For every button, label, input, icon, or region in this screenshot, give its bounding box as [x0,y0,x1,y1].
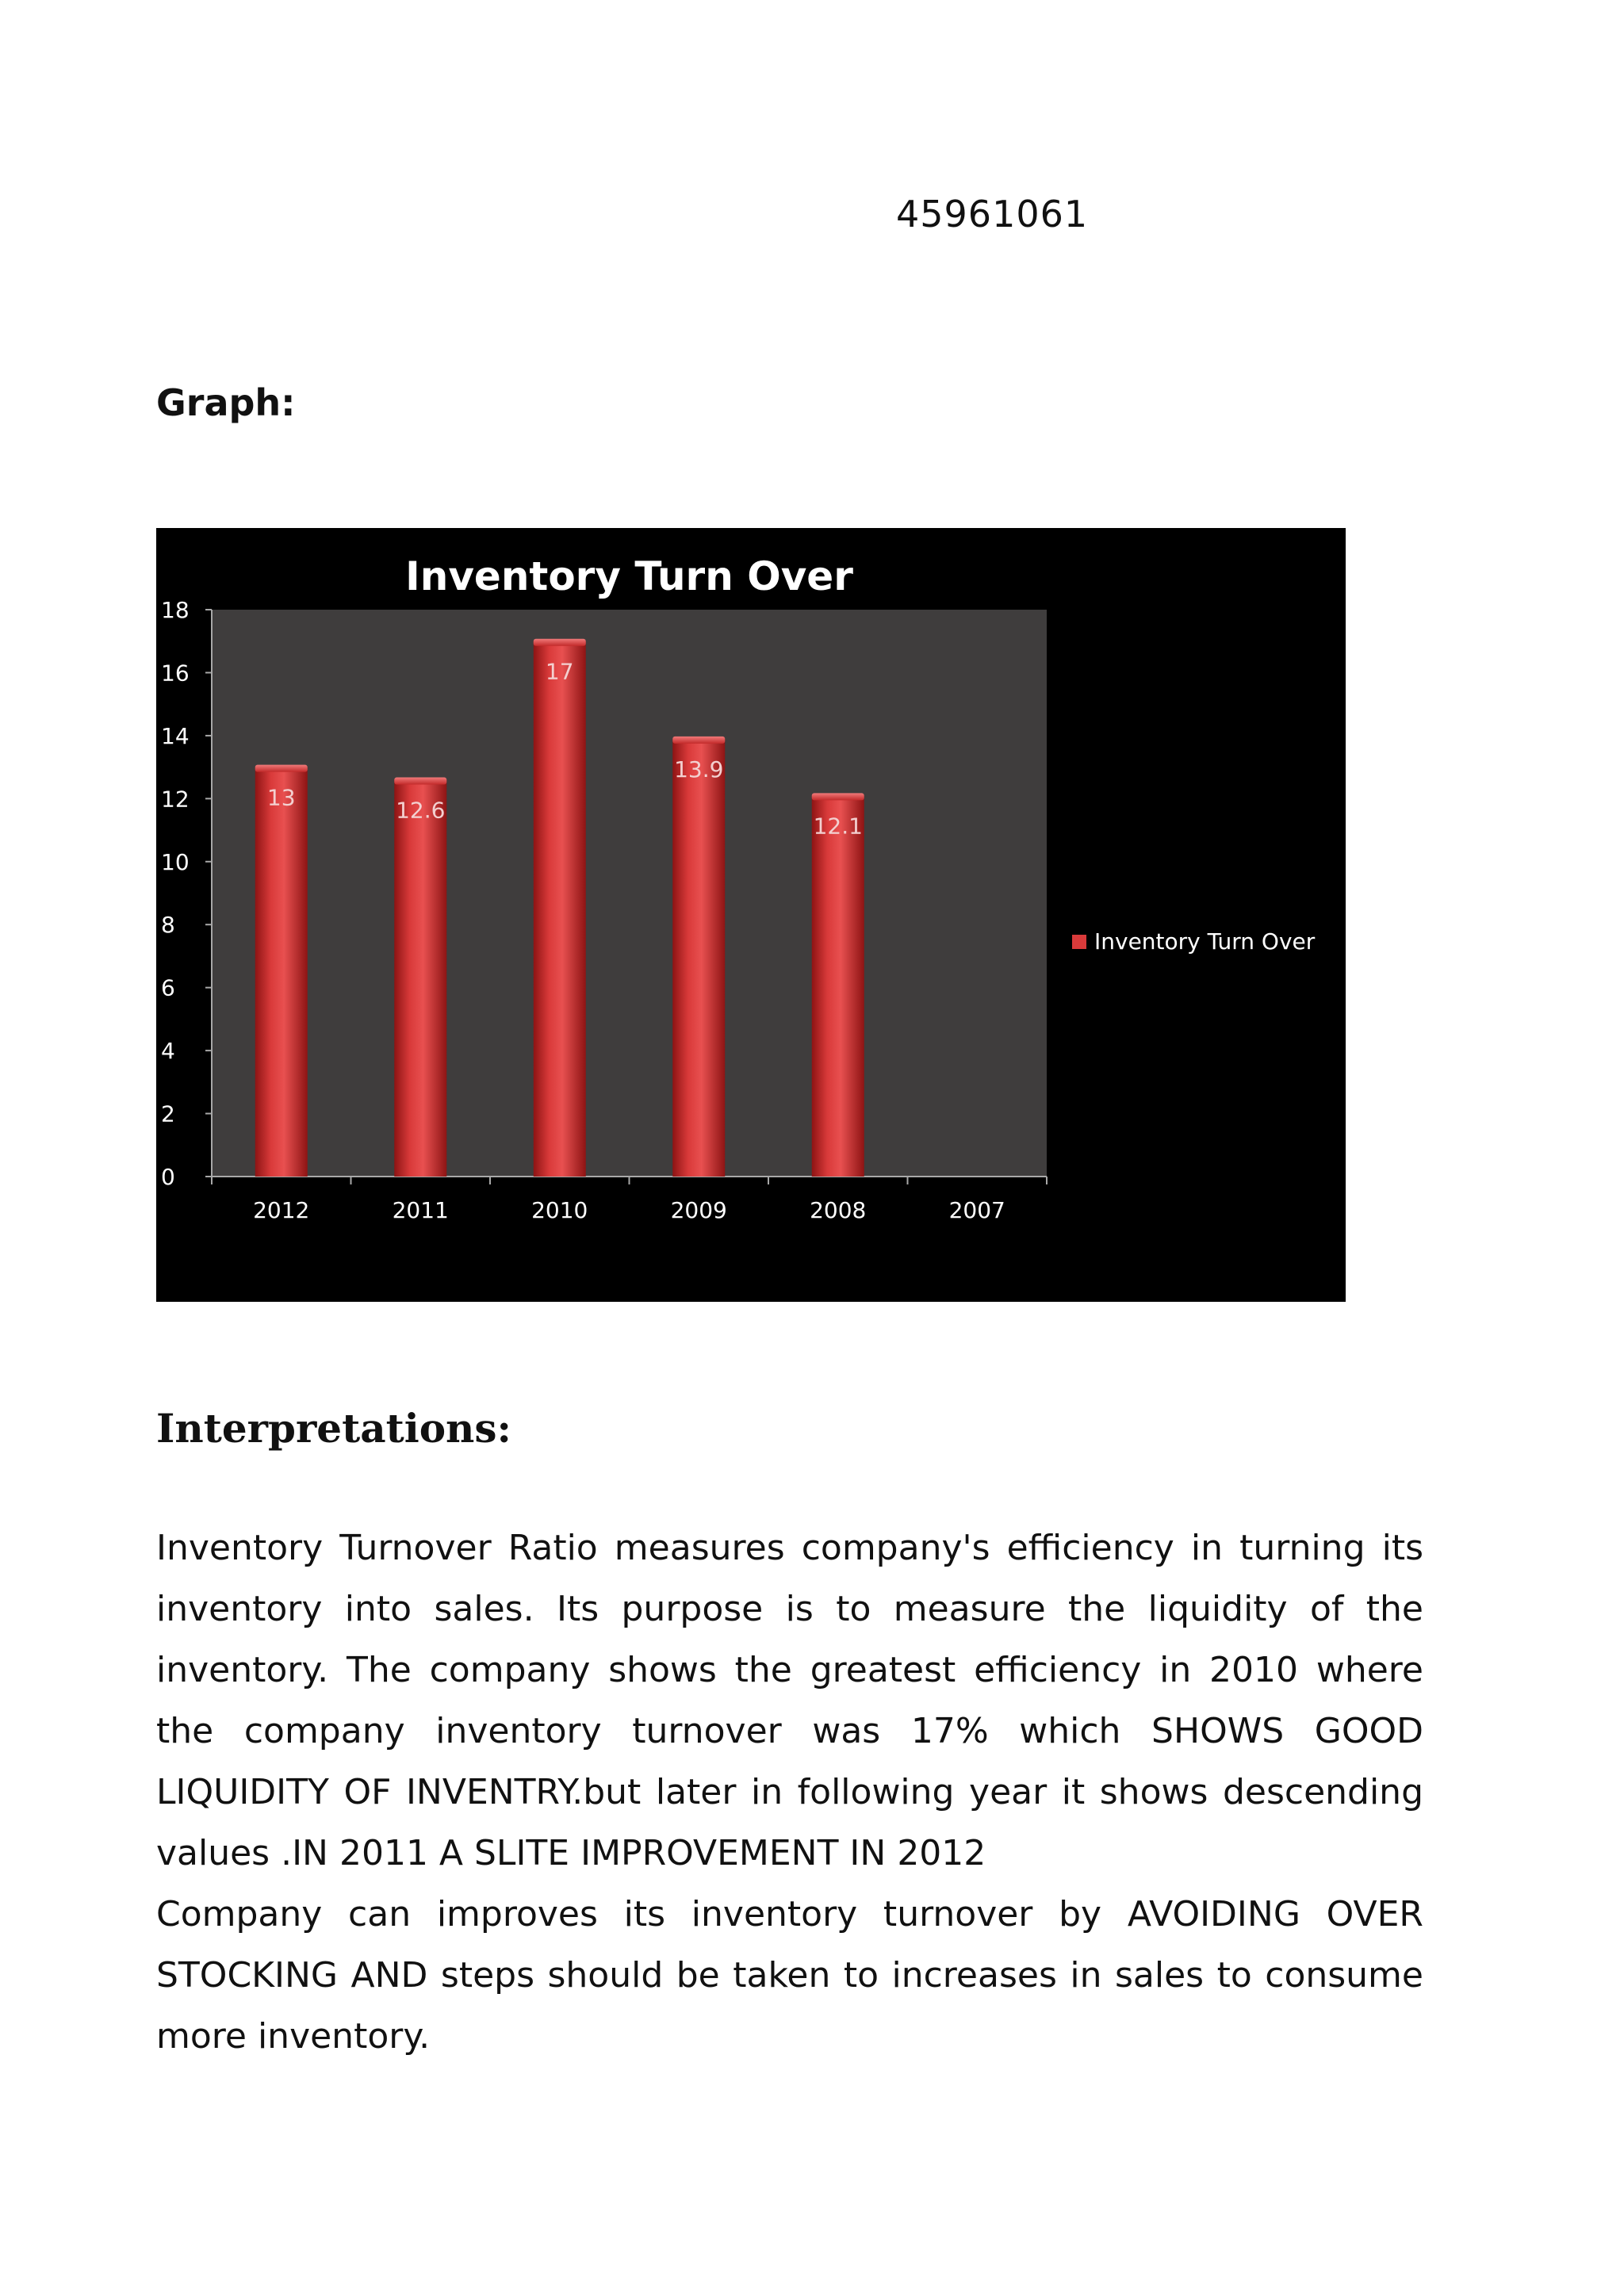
data-label: 17 [545,658,574,685]
x-tick-label: 2010 [531,1197,588,1223]
legend-swatch [1072,935,1086,949]
y-tick-label: 6 [161,974,175,1001]
data-label: 13 [266,784,296,811]
plot-area [212,610,1047,1177]
bar [394,780,446,1177]
bar [534,641,586,1177]
x-tick-label: 2012 [253,1197,310,1223]
legend-label: Inventory Turn Over [1094,928,1316,955]
bar [672,739,725,1177]
y-tick-label: 16 [161,660,190,687]
graph-heading: Graph: [156,381,296,424]
page-number: 45961061 [896,193,1089,235]
y-tick-label: 4 [161,1038,175,1065]
y-tick-label: 8 [161,912,175,939]
data-label: 12.1 [813,813,863,840]
y-tick-label: 14 [161,722,190,749]
x-tick-label: 2011 [392,1197,449,1223]
bar-cap [255,765,308,772]
bar-cap [534,639,586,646]
y-tick-label: 18 [161,597,190,623]
chart-svg [156,528,1346,1302]
x-tick-label: 2008 [810,1197,867,1223]
y-tick-label: 10 [161,848,190,875]
interpretation-paragraph-2: Company can improves its inventory turnover by AVOIDING OVER STOCKING AND steps should be taken to increases in sales to consume more inventory. [156,1894,1423,2057]
data-label: 13.9 [674,756,724,783]
y-tick-label: 2 [161,1100,175,1127]
y-tick-label: 12 [161,786,190,813]
bar-cap [672,737,725,744]
inventory-chart [156,528,1346,1302]
interpretation-paragraph-1: Inventory Turnover Ratio measures company's efficiency in turning its inventory into sales. Its purpose is to measure the liquidity of the inventory. The company shows the greatest efficiency in 2010 where the company inventory turnover was 17% which SHOWS GOOD LIQUIDITY OF INVENTRY.but later in following year it shows descending values .IN 2011 A SLITE IMPROVEMENT IN 2012 [156,1528,1423,1873]
bar [255,767,308,1177]
x-tick-label: 2009 [670,1197,727,1223]
bar [812,795,864,1177]
data-label: 12.6 [396,797,446,824]
interpretations-heading: Interpretations: [156,1405,511,1452]
x-tick-label: 2007 [948,1197,1005,1223]
y-tick-label: 0 [161,1164,175,1190]
bar-cap [812,793,864,800]
bar-cap [394,778,446,785]
chart-title: Inventory Turn Over [405,553,853,599]
interpretation-text [156,1517,1423,2067]
